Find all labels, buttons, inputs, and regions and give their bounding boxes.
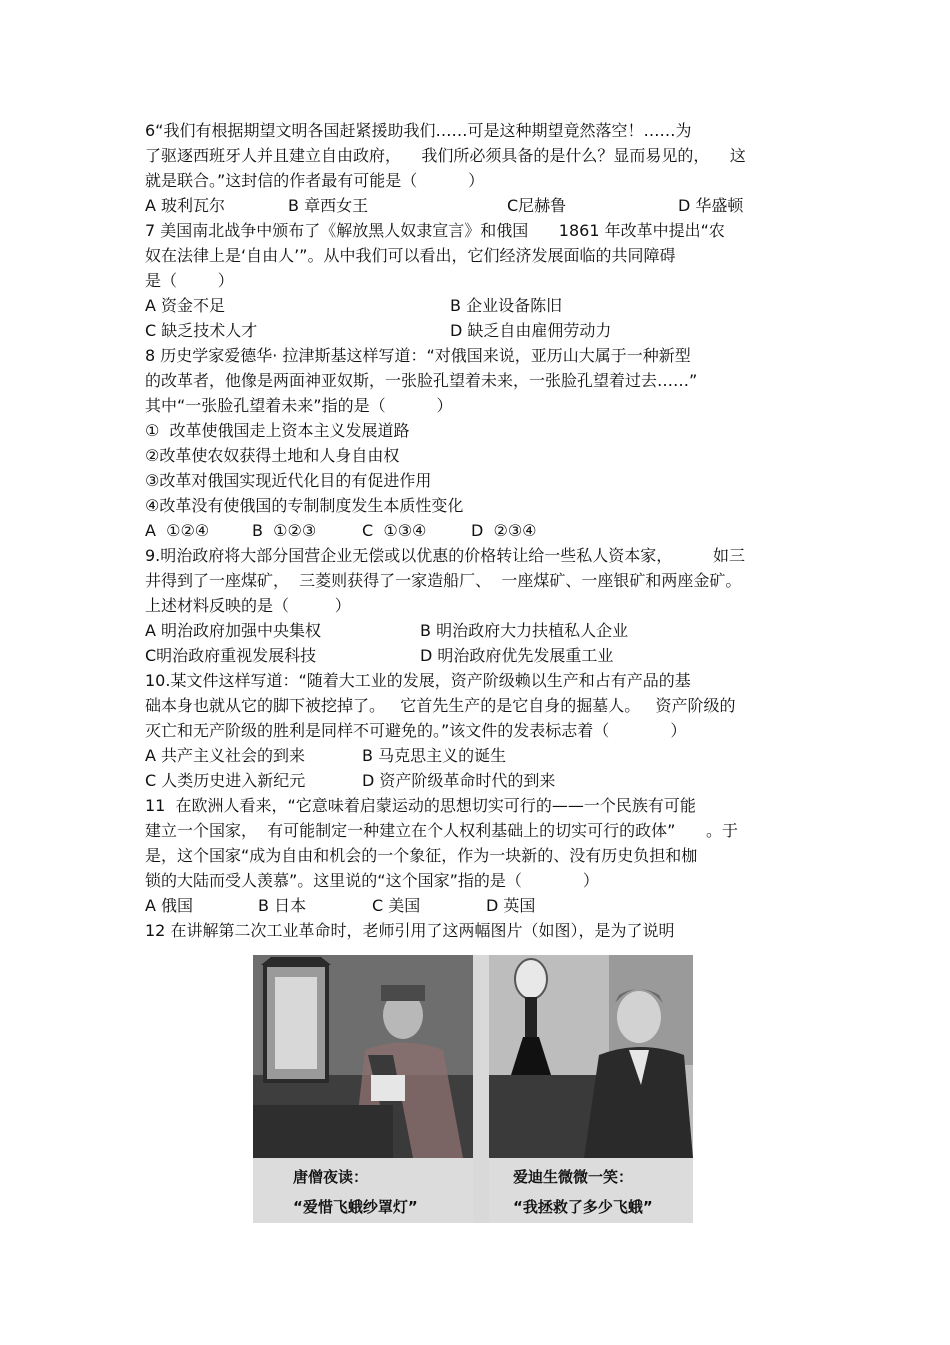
q10-line-3: 灭亡和无产阶级的胜利是同样不可避免的。”该文件的发表标志着（ ） — [145, 721, 687, 740]
comparison-figure — [253, 955, 693, 1223]
q11-line-3: 是，这个国家“成为自由和机会的一个象征，作为一块新的、没有历史负担和枷 — [145, 846, 698, 865]
q10-line-2: 础本身也就从它的脚下被挖掉了。 它首先生产的是它自身的掘墓人。 资产阶级的 — [145, 696, 736, 715]
q12-line-1: 12 在讲解第二次工业革命时，老师引用了这两幅图片（如图），是为了说明 — [145, 921, 675, 940]
q6-option-b: B 章西女王 — [288, 196, 369, 215]
tang-monk-illustration — [253, 955, 473, 1158]
q11-option-d: D 英国 — [486, 896, 536, 915]
q9-line-2: 井得到了一座煤矿， 三菱则获得了一家造船厂、 一座煤矿、一座银矿和两座金矿。 — [145, 571, 742, 590]
q8-line-3: 其中“一张脸孔望着未来”指的是（ ） — [145, 396, 453, 415]
left-caption-title: 唐僧夜读： — [293, 1168, 369, 1186]
q7-line-3: 是（ ） — [145, 271, 234, 290]
q9-line-1: 9.明治政府将大部分国营企业无偿或以优惠的价格转让给一些私人资本家， 如三 — [145, 546, 745, 565]
q7-option-a: A 资金不足 — [145, 296, 226, 315]
q6-line-1: 6“我们有根据期望文明各国赶紧援助我们……可是这种期望竟然落空！……为 — [145, 121, 692, 140]
q9-option-a: A 明治政府加强中央集权 — [145, 621, 322, 640]
q7-line-2: 奴在法律上是‘自由人’”。从中我们可以看出，它们经济发展面临的共同障碍 — [145, 246, 676, 265]
q10-option-d: D 资产阶级革命时代的到来 — [362, 771, 556, 790]
right-caption-box — [489, 1158, 693, 1223]
q11-option-b: B 日本 — [258, 896, 307, 915]
q10-option-c: C 人类历史进入新纪元 — [145, 771, 306, 790]
q8-option-a: A ①②④ — [145, 521, 210, 540]
q11-line-4: 锁的大陆而受人羡慕”。这里说的“这个国家”指的是（ ） — [145, 871, 599, 890]
right-caption-title: 爱迪生微微一笑： — [513, 1168, 634, 1186]
left-caption-box — [253, 1158, 473, 1223]
q6-option-c: C尼赫鲁 — [507, 196, 567, 215]
q11-line-2: 建立一个国家， 有可能制定一种建立在个人权利基础上的切实可行的政体” 。于 — [145, 821, 738, 840]
q6-line-3: 就是联合。”这封信的作者最有可能是（ ） — [145, 171, 485, 190]
q8-line-1: 8 历史学家爱德华· 拉津斯基这样写道：“对俄国来说，亚历山大属于一种新型 — [145, 346, 691, 365]
q8-option-b: B ①②③ — [252, 521, 317, 540]
q11-option-a: A 俄国 — [145, 896, 194, 915]
q6-option-d: D 华盛顿 — [678, 196, 744, 215]
q8-item-1: ① 改革使俄国走上资本主义发展道路 — [145, 421, 410, 440]
q6-line-2: 了驱逐西班牙人并且建立自由政府， 我们所必须具备的是什么？显而易见的， 这 — [145, 146, 746, 165]
q8-item-3: ③改革对俄国实现近代化目的有促进作用 — [145, 471, 432, 490]
left-caption-quote: “爱惜飞蛾纱罩灯” — [293, 1198, 418, 1216]
q6-option-a: A 玻利瓦尔 — [145, 196, 226, 215]
q7-option-d: D 缺乏自由雇佣劳动力 — [450, 321, 612, 340]
q11-line-1: 11 在欧洲人看来，“它意味着启蒙运动的思想切实可行的——一个民族有可能 — [145, 796, 696, 815]
right-caption-quote: “我拯救了多少飞蛾” — [513, 1198, 653, 1216]
q11-option-c: C 美国 — [372, 896, 421, 915]
edison-photo — [489, 955, 693, 1158]
q8-item-2: ②改革使农奴获得土地和人身自由权 — [145, 446, 400, 465]
q9-option-c: C明治政府重视发展科技 — [145, 646, 317, 665]
q8-line-2: 的改革者，他像是两面神亚奴斯，一张脸孔望着未来，一张脸孔望着过去……” — [145, 371, 698, 390]
q9-line-3: 上述材料反映的是（ ） — [145, 596, 351, 615]
q9-option-b: B 明治政府大力扶植私人企业 — [420, 621, 629, 640]
q10-option-a: A 共产主义社会的到来 — [145, 746, 306, 765]
q7-option-b: B 企业设备陈旧 — [450, 296, 563, 315]
q8-option-d: D ②③④ — [471, 521, 537, 540]
q8-item-4: ④改革没有使俄国的专制制度发生本质性变化 — [145, 496, 464, 515]
q9-option-d: D 明治政府优先发展重工业 — [420, 646, 614, 665]
tang-monk-reading-photo — [253, 955, 473, 1158]
q10-option-b: B 马克思主义的诞生 — [362, 746, 507, 765]
q8-option-c: C ①③④ — [362, 521, 427, 540]
q7-option-c: C 缺乏技术人才 — [145, 321, 258, 340]
q7-line-1: 7 美国南北战争中颁布了《解放黑人奴隶宣言》和俄国 1861 年改革中提出“农 — [145, 221, 725, 240]
q10-line-1: 10.某文件这样写道：“随着大工业的发展，资产阶级赖以生产和占有产品的基 — [145, 671, 691, 690]
edison-illustration — [489, 955, 693, 1158]
